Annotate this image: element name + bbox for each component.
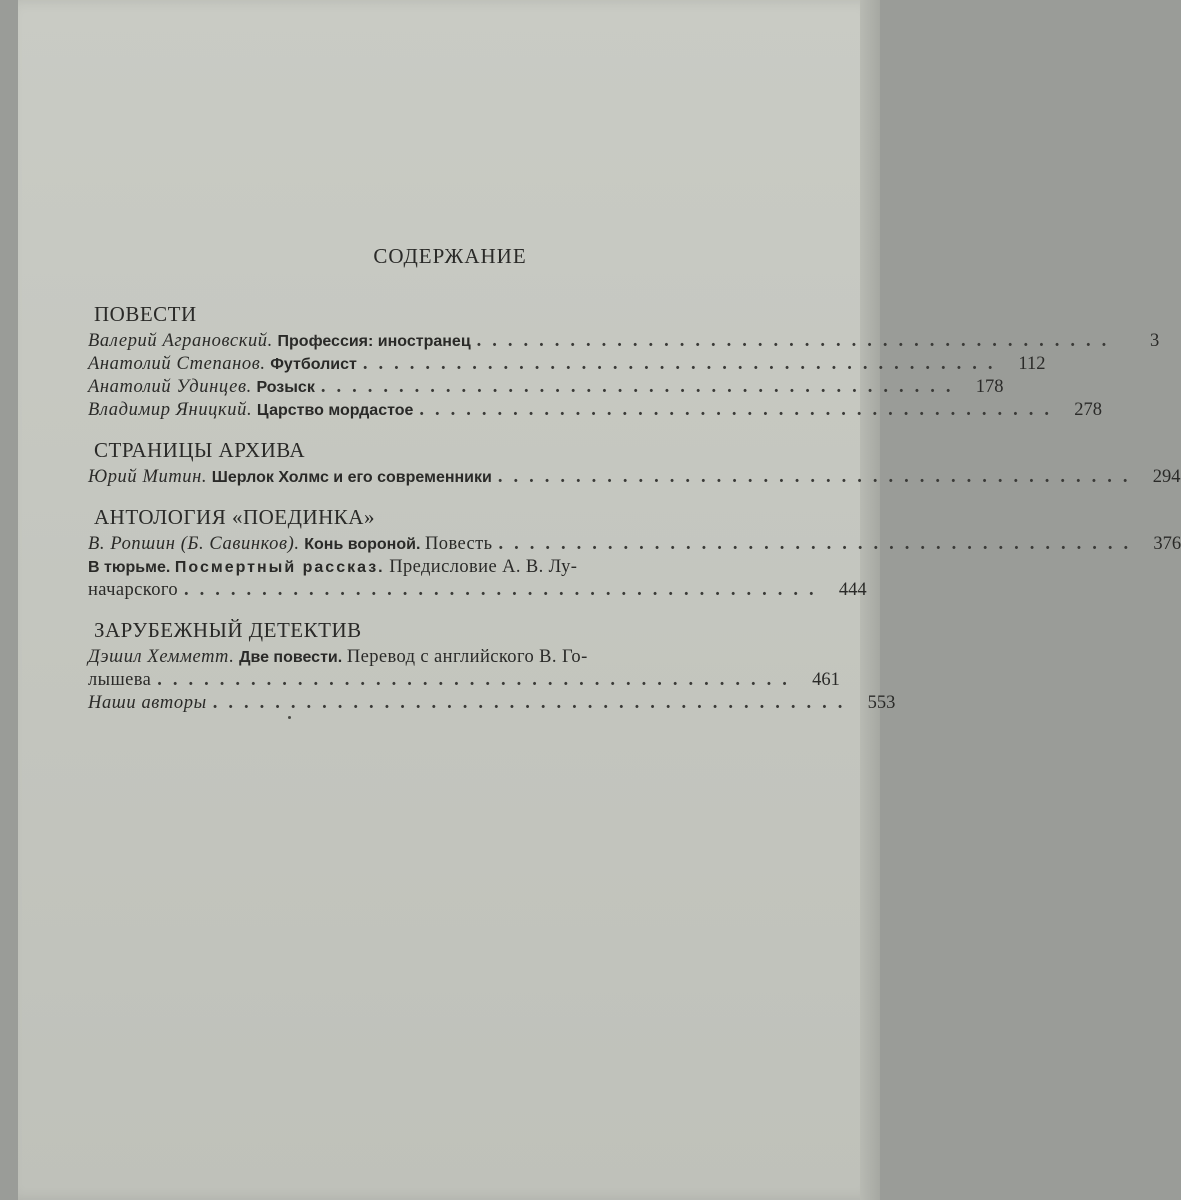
toc-entry[interactable]: [88, 533, 1181, 556]
dot-leader: .........................................: [498, 534, 1140, 554]
toc-entry[interactable]: [88, 466, 1181, 489]
entry-note: Повесть: [425, 534, 493, 554]
entry-page: 3: [1150, 331, 1160, 351]
entry-note: Предисловие А. В. Лу-: [389, 557, 578, 577]
entry-title: Профессия: иностранец: [277, 333, 471, 350]
entry-page: 461: [812, 670, 840, 690]
dot-leader: .........................................: [476, 331, 1118, 351]
entry-title: Царство мордастое: [256, 402, 414, 419]
entry-title: В тюрьме.: [88, 559, 171, 576]
toc-entry[interactable]: [88, 376, 1004, 399]
entry-page: 376: [1153, 534, 1181, 554]
entry-note: Перевод с английского В. Го-: [346, 647, 588, 667]
section-title: АНТОЛОГИЯ «ПОЕДИНКА»: [94, 505, 375, 529]
entry-title: Футболист: [270, 356, 357, 373]
toc-entry-multiline[interactable]: [88, 556, 810, 579]
entry-page: 294: [1152, 467, 1181, 487]
entry-title: Две повести.: [239, 649, 343, 666]
entry-page: 444: [838, 580, 867, 600]
dot-leader: .........................................: [157, 670, 798, 690]
dot-leader: .........................................: [419, 400, 1061, 420]
dot-leader: .........................................: [184, 580, 825, 600]
entry-title: Конь вороной.: [304, 536, 421, 553]
toc-entry-multiline[interactable]: [88, 646, 810, 669]
toc-entry-continuation[interactable]: [88, 579, 867, 602]
section-foreign: [88, 616, 896, 715]
toc-title: СОДЕРЖАНИЕ: [373, 244, 527, 268]
section-title: ПОВЕСТИ: [94, 302, 197, 326]
entry-author: Юрий Митин.: [88, 467, 208, 487]
section-title: ЗАРУБЕЖНЫЙ ДЕТЕКТИВ: [94, 618, 362, 642]
toc-entry-continuation[interactable]: [88, 669, 840, 692]
toc-entry[interactable]: [88, 399, 1103, 422]
table-of-contents: [88, 300, 1181, 729]
section-anthology: [88, 503, 1181, 602]
entry-page: 178: [975, 377, 1004, 397]
section-povesti: [88, 300, 1160, 422]
entry-page: 278: [1074, 400, 1103, 420]
dot-leader: .........................................: [212, 693, 854, 713]
entry-author: В. Ропшин (Б. Савинков).: [88, 534, 300, 554]
toc-entry[interactable]: [88, 330, 1160, 353]
dot-leader: .........................................: [497, 467, 1139, 487]
entry-author: Анатолий Удинцев.: [88, 377, 252, 397]
entry-author: Владимир Яницкий.: [88, 400, 253, 420]
entry-page: 553: [867, 693, 896, 713]
section-title: СТРАНИЦЫ АРХИВА: [94, 438, 306, 462]
dot-leader: .........................................: [320, 377, 962, 397]
entry-author: Наши авторы: [88, 693, 207, 713]
dot-leader: .........................................: [362, 354, 1004, 374]
toc-entry[interactable]: [88, 353, 1046, 376]
entry-page: 112: [1018, 354, 1046, 374]
toc-entry[interactable]: [88, 692, 896, 715]
entry-note-continued: лышева: [88, 670, 152, 690]
entry-subtitle: Посмертный рассказ.: [174, 559, 385, 576]
entry-author: Анатолий Степанов.: [88, 354, 266, 374]
entry-author: Дэшил Хемметт.: [88, 647, 235, 667]
entry-note-continued: начарского: [88, 580, 179, 600]
entry-title: Шерлок Холмс и его современники: [211, 469, 492, 486]
entry-author: Валерий Аграновский.: [88, 331, 273, 351]
section-archive: [88, 436, 1181, 489]
entry-title: Розыск: [256, 379, 315, 396]
paper-speck: [288, 716, 291, 719]
